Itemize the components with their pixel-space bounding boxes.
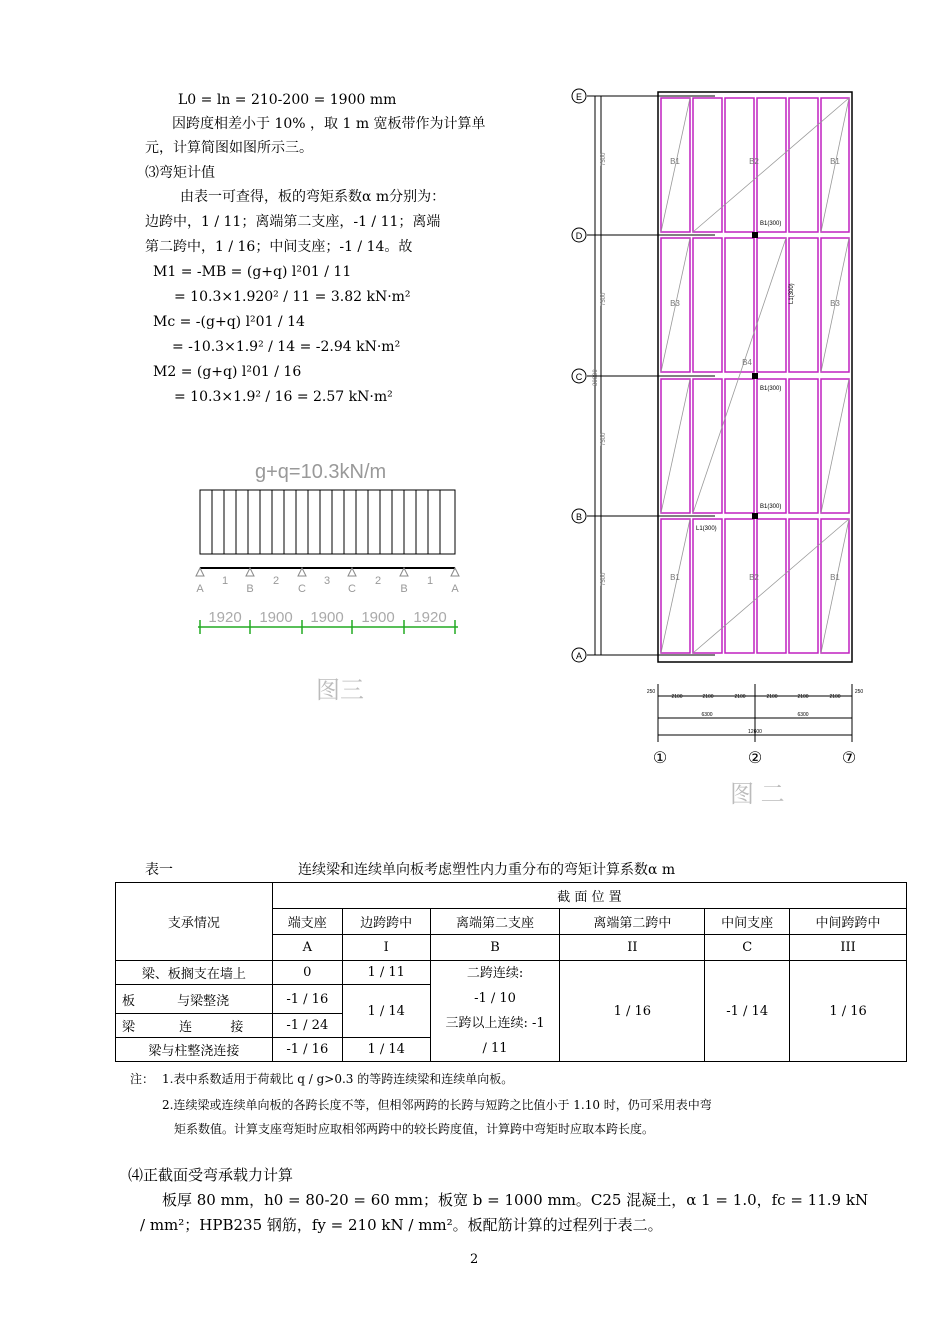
row-label-part: 连	[179, 1020, 193, 1035]
row-label: 梁与柱整浇连接	[116, 1038, 273, 1062]
beam-label: L1(300)	[696, 526, 717, 532]
span-dimension: 1920	[413, 609, 447, 626]
total-vertical-dimension: 30000	[593, 369, 599, 386]
row-label-part: 梁	[122, 1020, 136, 1035]
table-label: 表一	[145, 862, 173, 878]
beam-label: B1(300)	[760, 386, 782, 392]
col-code: II	[560, 935, 705, 961]
cell-i: 1 / 14	[342, 985, 430, 1038]
support-label: B	[400, 583, 408, 595]
slab-label: B1	[830, 573, 840, 582]
span-dimension: 2100	[702, 694, 714, 700]
support-label: B	[246, 583, 254, 595]
axis-label: A	[575, 651, 583, 661]
axis-label: E	[575, 92, 583, 102]
beam-label: B1(300)	[760, 504, 782, 510]
load-label: g+q=10.3kN/m	[255, 461, 387, 483]
span-dimension: 1900	[310, 609, 344, 626]
page-number: 2	[470, 1252, 479, 1267]
note-prefix: 注：	[130, 1072, 155, 1086]
figure-3-diagram	[180, 450, 480, 720]
axis-number: ②	[747, 750, 763, 767]
load-hatch	[212, 490, 440, 554]
span-dimension: 2100	[734, 694, 746, 700]
slab-label: B1	[670, 157, 680, 166]
cell-a: -1 / 24	[272, 1014, 342, 1038]
axis-label: D	[575, 231, 583, 241]
table-title: 连续梁和连续单向板考虑塑性内力重分布的弯矩计算系数α m	[298, 862, 676, 878]
note-1: 1.表中系数适用于荷载比 q / g>0.3 的等跨连续梁和连续单向板。	[162, 1072, 514, 1086]
cell-b-line: -1 / 10	[474, 991, 516, 1006]
cell-b	[430, 961, 560, 1062]
col-name: 中间跨跨中	[790, 909, 907, 935]
equation-m2-result: = 10.3×1.9² / 16 = 2.57 kN·m²	[174, 389, 393, 405]
slab-label: B3	[670, 299, 680, 308]
span-dimension: 1920	[208, 609, 242, 626]
slab-label: B3	[830, 299, 840, 308]
slab-label: B2	[749, 157, 759, 166]
text-line-5: 边跨中，1 / 11；离端第二支座，-1 / 11；离端	[145, 214, 441, 230]
axis-number: ⑦	[841, 750, 857, 767]
text-line-2: 因跨度相差小于 10% ，取 1 m 宽板带作为计算单	[172, 116, 486, 132]
slab-label: B4	[742, 358, 752, 367]
col-code: C	[705, 935, 790, 961]
col-name: 离端第二支座	[430, 909, 560, 935]
cell-i: 1 / 11	[342, 961, 430, 985]
col-name: 边跨跨中	[342, 909, 430, 935]
edge-dimension: 250	[854, 689, 864, 695]
section-3-title: ⑶弯矩计值	[145, 165, 215, 181]
support-header: 支承情况	[116, 883, 273, 961]
half-dimension: 6300	[701, 712, 713, 718]
row-label-part: 接	[230, 1020, 244, 1035]
beam-label: B1(300)	[760, 221, 782, 227]
section-4-title: ⑷正截面受弯承载力计算	[128, 1166, 294, 1184]
equation-m2: M2 = (g+q) l²01 / 16	[153, 364, 302, 380]
row-label-part: 板	[122, 993, 136, 1009]
section-4-line1: 板厚 80 mm，h0 = 80-20 = 60 mm；板宽 b = 1000 mm。C25 混凝土，α 1 = 1.0，fc = 11.9 kN	[162, 1191, 869, 1209]
span-dimension: 2100	[829, 694, 841, 700]
slab-label: B2	[749, 573, 759, 582]
cell-a: -1 / 16	[272, 985, 342, 1014]
vertical-dimension: 7500	[601, 432, 607, 446]
figure-2-plan	[565, 80, 865, 810]
text-line-l0: L0 = ln = 210-200 = 1900 mm	[178, 92, 397, 108]
half-dimension: 6300	[797, 712, 809, 718]
note-2b: 矩系数值。计算支座弯矩时应取相邻两跨中的较长跨度值，计算跨中弯矩时应取本跨长度。	[174, 1122, 655, 1136]
equation-mc: Mc = -(g+q) l²01 / 14	[153, 314, 305, 330]
col-name: 离端第二跨中	[560, 909, 705, 935]
span-dimension: 1900	[259, 609, 293, 626]
support-label: C	[348, 583, 356, 595]
cell-b-line: 三跨以上连续: -1	[445, 1016, 545, 1031]
axis-number: ①	[652, 750, 668, 767]
cell-b-line: 二跨连续:	[466, 966, 524, 981]
figure-2-caption: 图 二	[730, 781, 785, 808]
span-dimension: 2100	[671, 694, 683, 700]
equation-m1-result: = 10.3×1.920² / 11 = 3.82 kN·m²	[174, 289, 411, 305]
section-4-line2: / mm²；HPB235 钢筋，fy = 210 kN / mm²。板配筋计算的过程列于表二。	[140, 1216, 663, 1234]
vertical-dimension: 7500	[601, 572, 607, 586]
axis-label: C	[575, 372, 583, 382]
slab-label: B1	[670, 573, 680, 582]
section-header: 截 面 位 置	[272, 883, 906, 909]
span-label: 1	[221, 575, 229, 587]
col-code: B	[430, 935, 560, 961]
cell-b-line: / 11	[482, 1041, 508, 1056]
note-2a: 2.连续梁或连续单向板的各跨长度不等，但相邻两跨的长跨与短跨之比值小于 1.10 时，仍可采用表中弯	[162, 1098, 712, 1112]
col-name: 端支座	[272, 909, 342, 935]
row-label	[116, 1014, 273, 1038]
slab-label: B1	[830, 157, 840, 166]
span-label: 3	[323, 575, 331, 587]
support-label: C	[298, 583, 306, 595]
cell-c: -1 / 14	[705, 961, 790, 1062]
span-label: 2	[374, 575, 382, 587]
total-dimension: 12600	[748, 729, 762, 735]
beam-label: L1(300)	[789, 283, 795, 304]
cell-a: 0	[272, 961, 342, 985]
edge-dimension: 250	[646, 689, 656, 695]
text-line-4: 由表一可查得，板的弯矩系数α m分别为：	[180, 189, 446, 205]
cell-ii: 1 / 16	[560, 961, 705, 1062]
span-dimension: 2100	[797, 694, 809, 700]
row-label: 梁、板搁支在墙上	[116, 961, 273, 985]
cell-iii: 1 / 16	[790, 961, 907, 1062]
cell-a: -1 / 16	[272, 1038, 342, 1062]
cell-i: 1 / 14	[342, 1038, 430, 1062]
row-label	[116, 985, 273, 1014]
span-dimension: 2100	[766, 694, 778, 700]
equation-mc-result: = -10.3×1.9² / 14 = -2.94 kN·m²	[172, 339, 401, 355]
support-label: A	[451, 583, 459, 595]
col-code: III	[790, 935, 907, 961]
col-code: I	[342, 935, 430, 961]
span-label: 2	[272, 575, 280, 587]
moment-coefficient-table	[115, 882, 907, 1062]
span-label: 1	[426, 575, 434, 587]
vertical-dimension: 7500	[601, 292, 607, 306]
text-line-3: 元，计算简图如图所示三。	[145, 140, 313, 156]
col-code: A	[272, 935, 342, 961]
text-line-6: 第二跨中，1 / 16；中间支座；-1 / 14。故	[145, 239, 413, 255]
equation-m1: M1 = -MB = (g+q) l²01 / 11	[153, 264, 352, 280]
col-name: 中间支座	[705, 909, 790, 935]
vertical-dimension: 7500	[601, 152, 607, 166]
row-label-part: 与梁整浇	[177, 993, 230, 1009]
figure-3-caption: 图三	[316, 677, 364, 704]
support-label: A	[196, 583, 204, 595]
axis-label: B	[575, 512, 583, 522]
span-dimension: 1900	[361, 609, 395, 626]
